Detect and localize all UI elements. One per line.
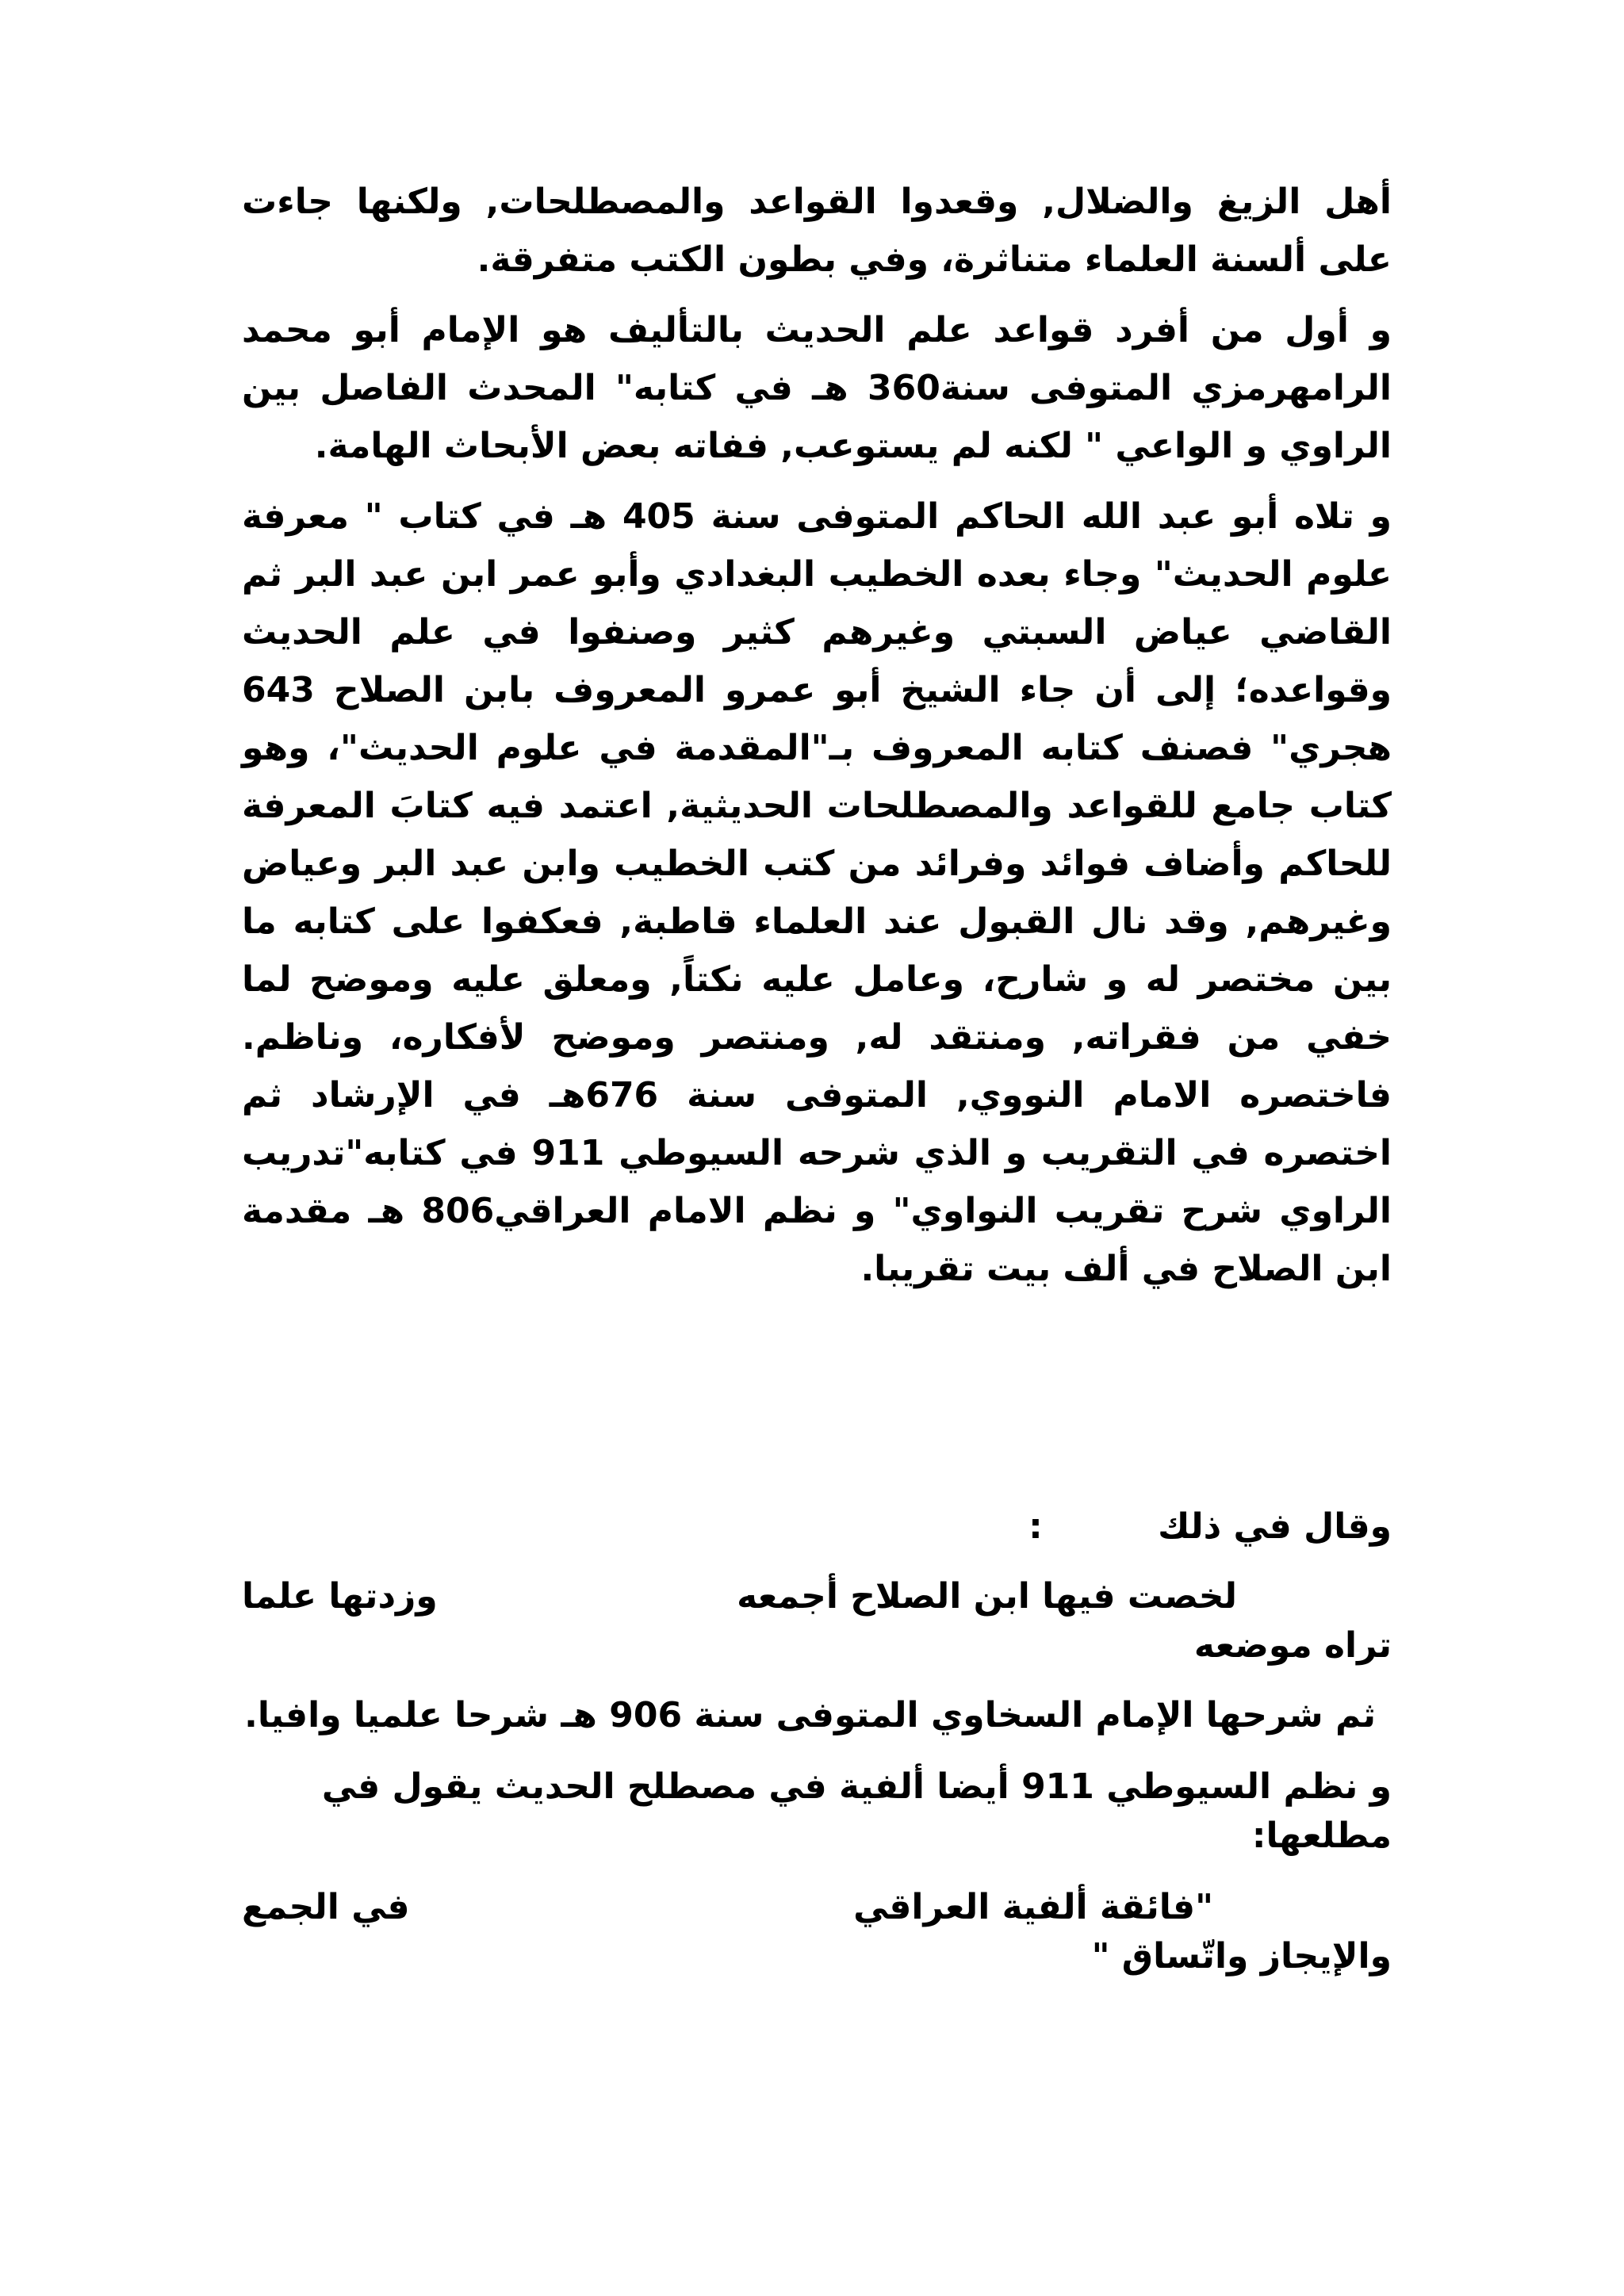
verse-2 bbox=[242, 1883, 1392, 1932]
verse-1-tail: تراه موضعه bbox=[1193, 1625, 1392, 1666]
verse-1 bbox=[242, 1572, 1392, 1621]
verse-2-first-hemistich: "فائقة ألفية العراقي bbox=[853, 1887, 1213, 1927]
poem-section bbox=[242, 1502, 1392, 2002]
suyuti-line: و نظم السيوطي 911 أيضا ألفية في مصطلح الحديث يقول في مطلعها: bbox=[321, 1766, 1392, 1856]
poem-intro-text: وقال في ذلك bbox=[1158, 1506, 1392, 1547]
poem-intro-colon: : bbox=[1028, 1506, 1043, 1547]
verse-2-tail: والإيجاز واتّساق " bbox=[1091, 1936, 1392, 1976]
sakhawi-line: ثم شرحها الإمام السخاوي المتوفى سنة 906 هـ شرحا علميا وافيا. bbox=[244, 1695, 1376, 1735]
verse-1-second-hemistich: وزدتها علما bbox=[242, 1576, 438, 1617]
poem-intro-line bbox=[242, 1502, 1392, 1552]
verse-1-first-hemistich: لخصت فيها ابن الصلاح أجمعه bbox=[737, 1576, 1237, 1617]
verse-2-second-hemistich: في الجمع bbox=[242, 1887, 410, 1927]
paragraph-hakim: و تلاه أبو عبد الله الحاكم المتوفى سنة 405 هـ في كتاب " معرفة علوم الحديث" وجاء بعده الخطيب البغدادي وأبو عمر ابن عبد البر ثم القاضي عياض السبتي وغيرهم كثير وصنفوا في علم الحديث وقواعده؛ إلى أن جاء الشيخ أبو عمرو المعروف بابن الصلاح 643 هجري" فصنف كتابه المعروف بـ"المقدمة في علوم الحديث"، وهو كتاب جامع للقواعد والمصطلحات الحديثية, اعتمد فيه كتابَ المعرفة للحاكم وأضاف فوائد وفرائد من كتب الخطيب وابن عبد البر وعياض وغيرهم, وقد نال القبول عند العلماء قاطبة, فعكفوا على كتابه ما بين مختصر له و شارح، وعامل عليه نكتاً, ومعلق عليه وموضح لما خفي من فقراته, ومنتقد له, ومنتصر وموضح لأفكاره، وناظم. فاختصره الامام النووي, المتوفى سنة 676هـ في الإرشاد ثم اختصره في التقريب و الذي شرحه السيوطي 911 في كتابه"تدريب الراوي شرح تقريب النواوي" و نظم الامام العراقي806 هـ مقدمة ابن الصلاح في ألف بيت تقريبا. bbox=[242, 496, 1392, 1289]
paragraph-ramahurmuzi: و أول من أفرد قواعد علم الحديث بالتأليف هو الإمام أبو محمد الرامهرمزي المتوفى سنة360 هـ في كتابه" المحدث الفاصل بين الراوي و الواعي " لكنه لم يستوعب, ففاته بعض الأبحاث الهامة. bbox=[242, 310, 1392, 466]
paragraph-intro: أهل الزيغ والضلال, وقعدوا القواعد والمصطلحات, ولكنها جاءت على ألسنة العلماء متناثرة، وفي بطون الكتب متفرقة. bbox=[242, 182, 1392, 280]
body-text bbox=[242, 173, 1392, 1311]
